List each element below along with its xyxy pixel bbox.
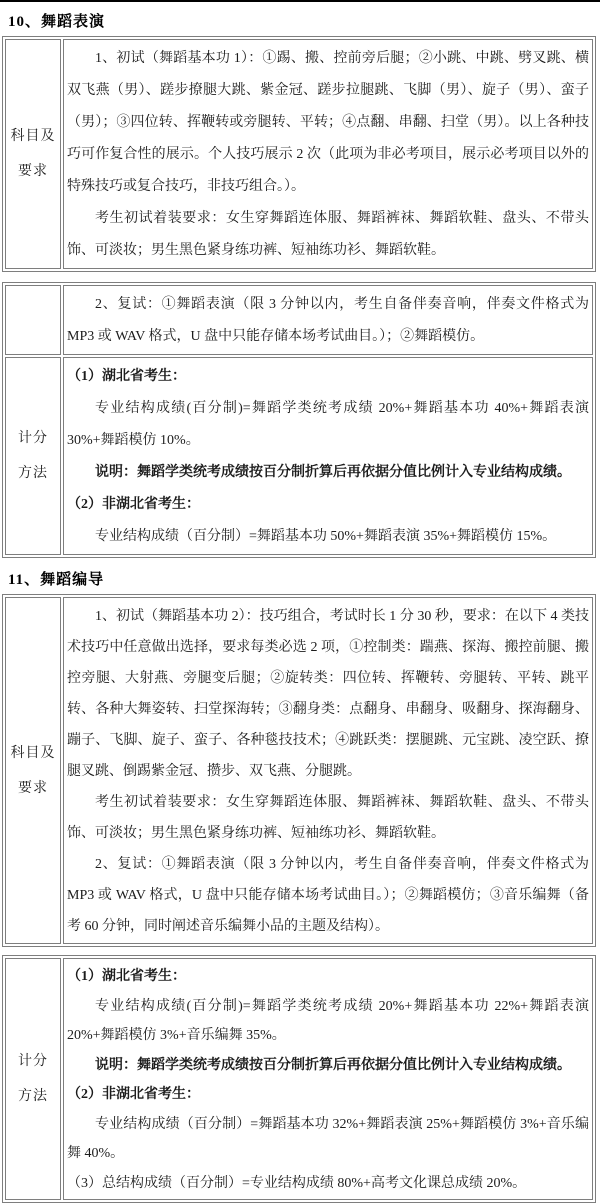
hubei-formula: 专业结构成绩(百分制)=舞蹈学类统考成绩 20%+舞蹈基本功 40%+舞蹈表演 30%+舞蹈模仿 10%。	[67, 401, 589, 448]
requirements-content-cell	[63, 39, 593, 269]
label-line: 要求	[18, 780, 48, 796]
first-test-paragraph: 1、初试（舞蹈基本功 2）：技巧组合，考试时长 1 分 30 秒，要求：在以下 4 类技术技巧中任意做出选择，要求每类必选 2 项，①控制类：踹燕、探海、搬控前腿、搬控旁腿、大射燕、旁腿变后腿；②旋转类：四位转、挥鞭转、旁腿转、平转、跳平转、各种大舞姿转、扫堂探海转；③翻身类：点翻身、串翻身、吸翻身、探海翻身、蹦子、飞脚、旋子、蛮子、各种毯技技术；④跳跃类：摆腿跳、元宝跳、凌空跃、撩腿叉跳、倒踢紫金冠、攒步、双飞燕、分腿跳。	[67, 609, 589, 779]
table-row	[5, 39, 593, 269]
scoring-content-cell	[63, 958, 593, 1200]
document-body	[0, 10, 600, 1203]
hubei-header: （1）湖北省考生：	[67, 369, 186, 384]
non-hubei-formula: 专业结构成绩（百分制）=舞蹈基本功 32%+舞蹈表演 25%+舞蹈模仿 3%+音乐编舞 40%。	[67, 1116, 589, 1161]
requirements-content-cell	[63, 597, 593, 944]
non-hubei-formula: 专业结构成绩（百分制）=舞蹈基本功 50%+舞蹈表演 35%+舞蹈模仿 15%。	[95, 529, 557, 544]
label-line: 科目及	[10, 745, 56, 761]
scoring-label-cell	[5, 958, 61, 1200]
section-10-heading: 10、舞蹈表演	[8, 14, 106, 30]
section-10-scoring-table	[2, 282, 596, 558]
scoring-content-cell	[63, 357, 593, 555]
hubei-formula: 专业结构成绩(百分制)=舞蹈学类统考成绩 20%+舞蹈基本功 22%+舞蹈表演 20%+舞蹈模仿 3%+音乐编舞 35%。	[67, 998, 589, 1043]
label-line: 计分	[18, 431, 48, 446]
section-10-requirements-table	[2, 36, 596, 272]
label-line: 科目及	[10, 129, 56, 144]
page-top-rule	[0, 0, 600, 2]
section-11-scoring-table	[2, 955, 596, 1203]
second-test-cell	[63, 285, 593, 355]
dress-code-paragraph: 考生初试着装要求：女生穿舞蹈连体服、舞蹈裤袜、舞蹈软鞋、盘头、不带头饰、可淡妆；男生黑色紧身练功裤、短袖练功衫、舞蹈软鞋。	[67, 211, 589, 258]
note-paragraph: 说明：舞蹈学类统考成绩按百分制折算后再依据分值比例计入专业结构成绩。	[95, 465, 571, 480]
requirements-label-cell	[5, 39, 61, 269]
scoring-label-cell	[5, 357, 61, 555]
table-row	[5, 958, 593, 1200]
first-test-paragraph: 1、初试（舞蹈基本功 1）：①踢、搬、控前旁后腿；②小跳、中跳、劈叉跳、横双飞燕（男）、蹉步撩腿大跳、紫金冠、蹉步拉腿跳、飞脚（男）、旋子（男）、蛮子（男）；③四位转、挥鞭转或旁腿转、平转；④点翻、串翻、扫堂（男）。以上各种技巧可作复合性的展示。个人技巧展示 2 次（此项为非必考项目，展示必考项目以外的特殊技巧或复合技巧，非技巧组合。）。	[67, 51, 589, 194]
label-line: 方法	[18, 1089, 48, 1104]
total-formula: （3）总结构成绩（百分制）=专业结构成绩 80%+高考文化课总成绩 20%。	[67, 1175, 527, 1191]
table-row	[5, 357, 593, 555]
non-hubei-header: （2）非湖北省考生：	[67, 1087, 200, 1102]
second-test-paragraph: 2、复试：①舞蹈表演（限 3 分钟以内，考生自备伴奏音响，伴奏文件格式为 MP3 或 WAV 格式，U 盘中只能存储本场考试曲目。）；②舞蹈模仿。	[67, 297, 589, 344]
second-test-paragraph: 2、复试：①舞蹈表演（限 3 分钟以内，考生自备伴奏音响，伴奏文件格式为 MP3 或 WAV 格式，U 盘中只能存储本场考试曲目。）；②舞蹈模仿；③音乐编舞（备考 60 分钟，同时阐述音乐编舞小品的主题及结构）。	[67, 857, 589, 934]
empty-label-cell	[5, 285, 61, 355]
section-11-heading: 11、舞蹈编导	[8, 572, 105, 588]
non-hubei-header: （2）非湖北省考生：	[67, 497, 200, 512]
label-line: 要求	[18, 164, 48, 179]
requirements-label-cell	[5, 597, 61, 944]
section-11-requirements-table	[2, 594, 596, 947]
dress-code-paragraph: 考生初试着装要求：女生穿舞蹈连体服、舞蹈裤袜、舞蹈软鞋、盘头、不带头饰、可淡妆；男生黑色紧身练功裤、短袖练功衫、舞蹈软鞋。	[67, 795, 589, 841]
label-line: 方法	[18, 466, 48, 481]
table-row	[5, 597, 593, 944]
table-row	[5, 285, 593, 355]
note-paragraph: 说明：舞蹈学类统考成绩按百分制折算后再依据分值比例计入专业结构成绩。	[95, 1057, 571, 1073]
hubei-header: （1）湖北省考生：	[67, 969, 186, 984]
table-gap	[2, 272, 598, 282]
table-gap	[2, 947, 598, 955]
label-line: 计分	[18, 1054, 48, 1069]
